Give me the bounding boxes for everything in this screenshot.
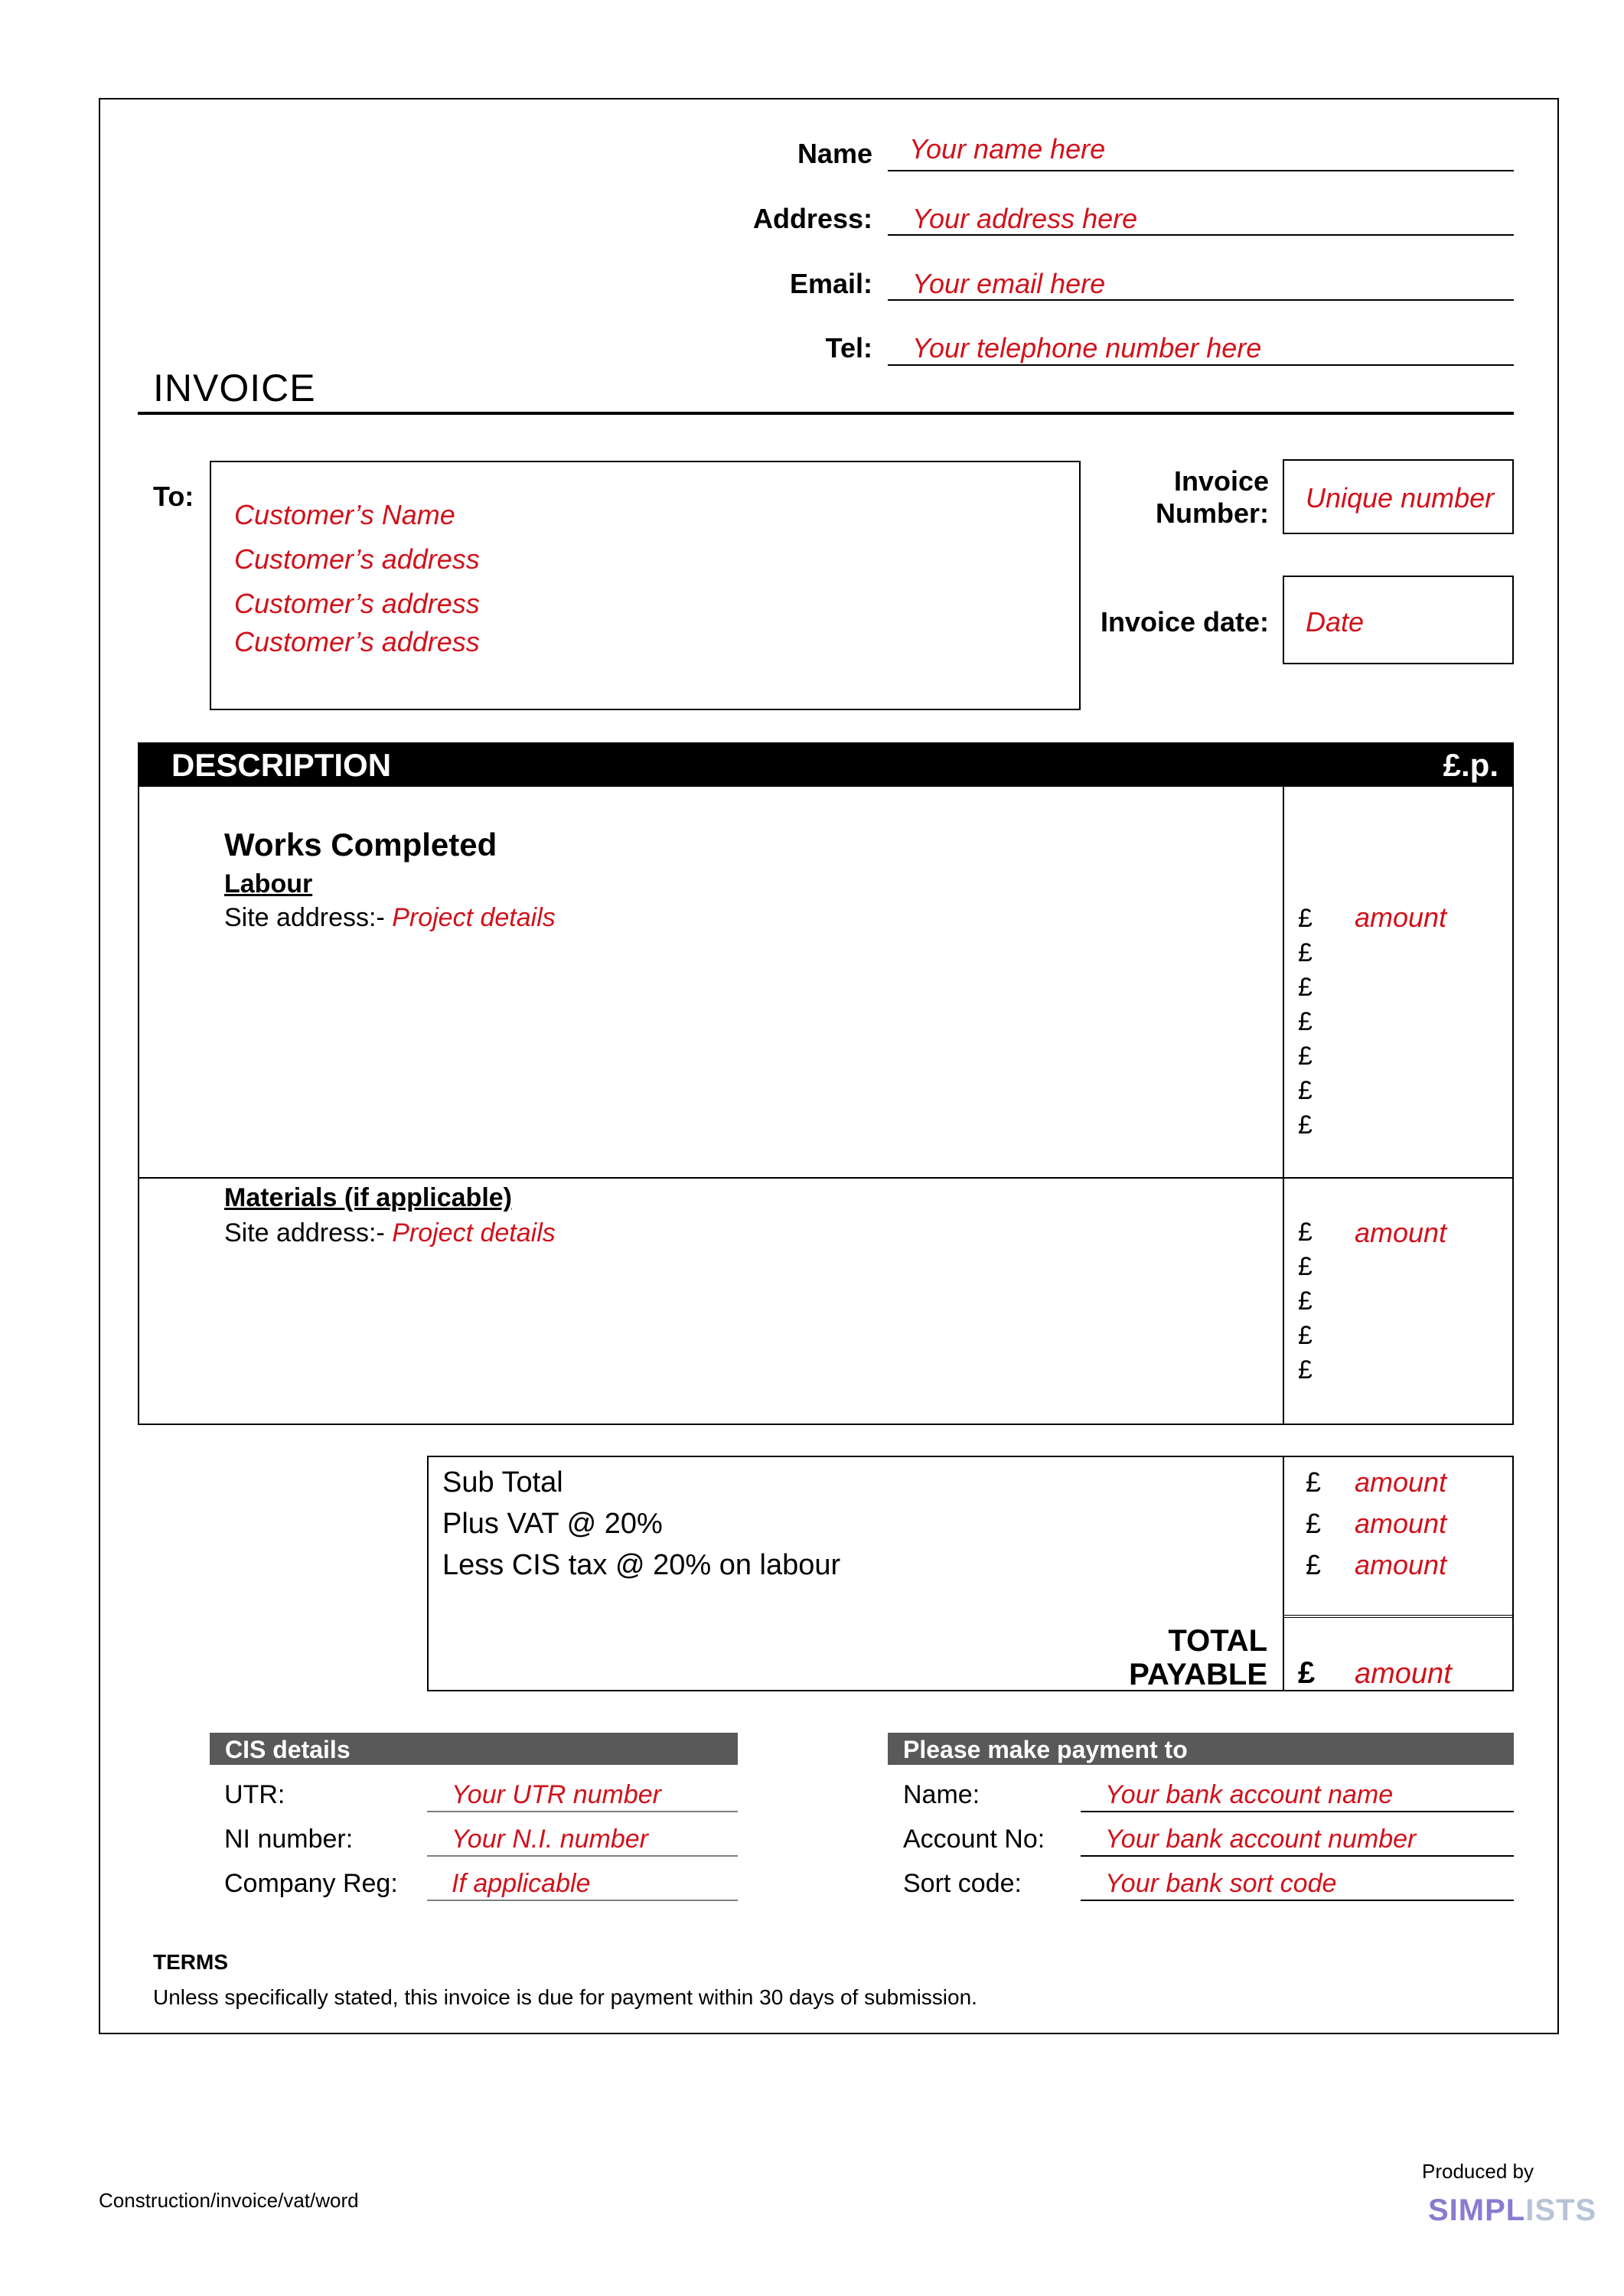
terms-text: Unless specifically stated, this invoice is due for payment within 30 days of submission. [153,1985,977,2009]
invoice-number-label-1: Invoice [1173,465,1269,497]
invoice-date-value[interactable]: Date [1306,606,1365,638]
invoice-number-value[interactable]: Unique number [1306,482,1495,514]
total-label-2: PAYABLE [1129,1658,1267,1691]
vat-label: Plus VAT @ 20% [442,1508,663,1540]
invoice-date-label: Invoice date: [1100,606,1269,638]
labour-project-details[interactable]: Project details [392,903,556,932]
total-pound-sign: £ [1298,1656,1316,1690]
bank-name-value[interactable]: Your bank account name [1105,1780,1394,1809]
title-rule [138,412,1514,415]
account-number-label: Account No: [903,1825,1045,1854]
bank-name-label: Name: [903,1780,980,1809]
address-label: Address: [752,203,872,234]
simplists-logo[interactable] [1428,2193,1596,2228]
customer-box[interactable] [210,461,1081,710]
cis-header-bar [210,1733,738,1765]
account-number-value[interactable]: Your bank account number [1105,1825,1417,1854]
address-value[interactable]: Your address here [912,203,1138,234]
labour-site-address [224,903,556,933]
materials-site-label: Site address:- [224,1218,393,1247]
logo-main-text: SIMPL [1428,2193,1526,2227]
cis-header: CIS details [225,1736,351,1763]
tel-underline [888,364,1514,366]
pound-sign: £ [1298,938,1313,967]
invoice-date-box[interactable] [1283,576,1514,664]
materials-amount[interactable]: amount [1355,1217,1447,1248]
total-label-1: TOTAL [1168,1624,1267,1658]
materials-project-details[interactable]: Project details [392,1218,556,1247]
invoice-number-label-2: Number: [1155,497,1269,529]
ni-label: NI number: [224,1825,354,1854]
company-reg-underline [427,1900,738,1901]
sort-code-value[interactable]: Your bank sort code [1105,1869,1337,1898]
utr-value[interactable]: Your UTR number [452,1780,661,1809]
pound-sign: £ [1298,1076,1313,1105]
pound-sign: £ [1298,1355,1313,1384]
terms-title: TERMS [153,1950,228,1974]
customer-address-3[interactable]: Customer’s address [234,626,480,657]
pound-sign: £ [1306,1508,1322,1539]
materials-site-address [224,1218,556,1248]
tel-label: Tel: [825,332,872,364]
labour-pound-column [1298,902,1313,1143]
pound-sign: £ [1298,1287,1313,1316]
labour-site-label: Site address:- [224,903,393,932]
materials-subtitle: Materials (if applicable) [224,1183,512,1212]
payment-header: Please make payment to [903,1736,1188,1763]
pound-sign: £ [1298,1252,1313,1281]
cis-tax-label: Less CIS tax @ 20% on labour [442,1549,841,1581]
pound-sign: £ [1298,973,1313,1002]
section-divider [138,1177,1514,1179]
utr-label: UTR: [224,1780,285,1809]
total-amount[interactable]: amount [1355,1658,1452,1690]
invoice-number-box[interactable] [1283,459,1514,534]
bank-name-underline [1081,1811,1514,1812]
labour-subtitle: Labour [224,869,313,899]
name-underline [888,170,1514,171]
amount-header: £.p. [1443,747,1498,783]
totals-separator [1283,1615,1514,1618]
pound-sign: £ [1298,1042,1313,1071]
footer-document-path: Construction/invoice/vat/word [99,2189,359,2212]
sort-code-label: Sort code: [903,1869,1022,1898]
sort-code-underline [1081,1900,1514,1901]
pound-sign: £ [1298,1110,1313,1140]
customer-address-2[interactable]: Customer’s address [234,588,480,619]
email-label: Email: [789,268,872,299]
description-header: DESCRIPTION [171,747,392,783]
labour-amount[interactable]: amount [1355,902,1447,933]
invoice-title: INVOICE [153,367,316,409]
cis-tax-amount[interactable]: amount [1355,1549,1447,1580]
name-value[interactable]: Your name here [909,133,1106,165]
name-label: Name [797,138,872,169]
vat-amount[interactable]: amount [1355,1508,1447,1539]
pound-sign: £ [1306,1466,1322,1498]
description-header-bar [138,742,1514,787]
works-completed-title: Works Completed [224,827,497,863]
amount-column-divider [1283,785,1284,1425]
customer-address-1[interactable]: Customer’s address [234,543,480,575]
address-underline [888,234,1514,236]
company-reg-value[interactable]: If applicable [452,1869,591,1898]
email-value[interactable]: Your email here [912,268,1106,299]
to-label: To: [153,481,194,512]
pound-sign: £ [1298,1218,1313,1247]
pound-sign: £ [1306,1549,1322,1580]
subtotal-amount[interactable]: amount [1355,1466,1447,1498]
subtotal-label: Sub Total [442,1466,563,1499]
company-reg-label: Company Reg: [224,1869,398,1898]
account-number-underline [1081,1855,1514,1857]
payment-header-bar [888,1733,1514,1765]
email-underline [888,299,1514,301]
materials-pound-column [1298,1215,1313,1388]
customer-name[interactable]: Customer’s Name [234,499,455,530]
ni-value[interactable]: Your N.I. number [452,1825,649,1854]
pound-sign: £ [1298,1321,1313,1350]
pound-sign: £ [1298,1007,1313,1036]
ni-underline [427,1855,738,1857]
pound-sign: £ [1298,904,1313,933]
totals-column-divider [1283,1456,1284,1691]
tel-value[interactable]: Your telephone number here [912,332,1262,364]
logo-tail-text: ISTS [1525,2193,1597,2227]
produced-by-label: Produced by [1422,2160,1534,2183]
utr-underline [427,1811,738,1812]
